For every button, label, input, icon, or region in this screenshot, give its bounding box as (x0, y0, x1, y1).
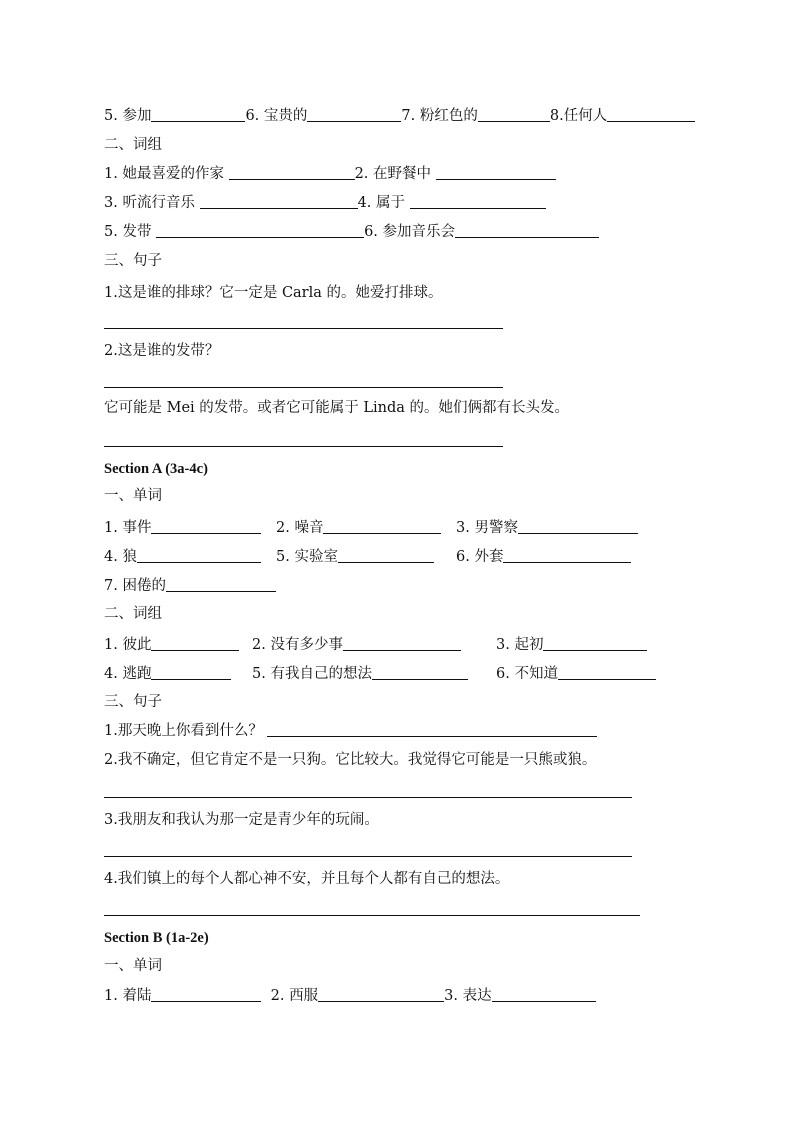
phrase-item-row (252, 662, 468, 683)
answer-blank[interactable] (267, 722, 597, 737)
answer-blank[interactable] (558, 665, 656, 680)
answer-blank[interactable] (543, 636, 647, 651)
vocab-item-row (104, 574, 276, 595)
answer-blank[interactable] (372, 665, 468, 680)
answer-blank[interactable] (503, 548, 631, 563)
answer-blank[interactable] (455, 223, 599, 238)
phrase-item-row (104, 633, 239, 654)
answer-blank[interactable] (151, 665, 231, 680)
answer-blank[interactable] (323, 519, 441, 534)
answer-blank[interactable] (151, 519, 261, 534)
sentence-prompt: 2.我不确定，但它肯定不是一只狗。它比较大。我觉得它可能是一只熊或狼。 (104, 752, 597, 768)
sentence-text: 1.那天晚上你看到什么？ (104, 723, 263, 739)
vocab-item: 6. 外套 (456, 549, 504, 565)
phrase-item: 1. 她最喜爱的作家 (104, 166, 224, 182)
answer-line[interactable] (104, 915, 640, 916)
answer-line[interactable] (104, 328, 503, 329)
answer-line[interactable] (104, 856, 632, 857)
answer-blank[interactable] (478, 107, 550, 122)
vocab-row (104, 986, 596, 1006)
vocab-item: 3. 表达 (444, 988, 492, 1004)
phrase-item: 1. 彼此 (104, 637, 152, 653)
section-heading: 一、单词 (104, 958, 162, 974)
phrase-item: 5. 发带 (104, 224, 152, 240)
answer-blank[interactable] (307, 107, 401, 122)
phrase-item: 2. 没有多少事 (252, 637, 343, 653)
phrase-item: 4. 逃跑 (104, 666, 152, 682)
vocab-item: 7. 困倦的 (104, 578, 166, 594)
answer-blank[interactable] (137, 548, 261, 563)
answer-blank[interactable] (229, 165, 355, 180)
answer-blank[interactable] (151, 636, 239, 651)
section-title: Section B (1a-2e) (104, 930, 209, 946)
phrase-item: 3. 起初 (496, 637, 544, 653)
phrase-row (104, 164, 556, 184)
answer-blank[interactable] (156, 223, 364, 238)
phrase-row (104, 222, 599, 242)
vocab-item-row (276, 516, 441, 537)
sentence-prompt: 1.这是谁的排球？它一定是 Carla 的。她爱打排球。 (104, 285, 443, 301)
vocab-item: 7. 粉红色的 (401, 108, 478, 124)
vocab-item: 2. 西服 (270, 988, 319, 1004)
section-heading: 三、句子 (104, 694, 162, 710)
section-heading: 二、词组 (104, 137, 162, 153)
answer-blank[interactable] (338, 548, 434, 563)
phrase-item: 6. 参加音乐会 (364, 224, 456, 240)
phrase-item: 5. 有我自己的想法 (252, 666, 372, 682)
phrase-item-row (104, 662, 231, 683)
vocab-item: 3. 男警察 (456, 520, 518, 536)
vocab-item-row (104, 545, 261, 566)
phrase-item: 6. 不知道 (496, 666, 558, 682)
phrase-item: 4. 属于 (357, 195, 406, 211)
phrase-row (104, 193, 546, 213)
vocab-item-row (104, 516, 261, 537)
answer-blank[interactable] (492, 987, 596, 1002)
section-heading: 一、单词 (104, 488, 162, 504)
vocab-item: 5. 实验室 (276, 549, 338, 565)
answer-line[interactable] (104, 446, 503, 447)
vocab-row-5-8 (104, 106, 695, 126)
vocab-item: 1. 事件 (104, 520, 152, 536)
vocab-item: 8.任何人 (549, 108, 608, 124)
answer-blank[interactable] (518, 519, 638, 534)
vocab-item-row (456, 545, 631, 566)
section-title: Section A (3a-4c) (104, 461, 208, 477)
sentence-prompt (104, 721, 597, 741)
answer-blank[interactable] (436, 165, 556, 180)
answer-line[interactable] (104, 387, 503, 388)
answer-blank[interactable] (151, 987, 261, 1002)
answer-blank[interactable] (318, 987, 444, 1002)
phrase-item: 2. 在野餐中 (354, 166, 432, 182)
sentence-prompt: 2.这是谁的发带？ (104, 343, 220, 359)
vocab-item: 5. 参加 (104, 108, 152, 124)
phrase-item-row (496, 662, 656, 683)
phrase-item-row (252, 633, 461, 654)
answer-blank[interactable] (607, 107, 695, 122)
vocab-item-row (456, 516, 638, 537)
sentence-prompt: 4.我们镇上的每个人都心神不安，并且每个人都有自己的想法。 (104, 871, 510, 887)
vocab-item: 1. 着陆 (104, 988, 152, 1004)
section-heading: 二、词组 (104, 606, 162, 622)
answer-blank[interactable] (151, 107, 245, 122)
sentence-prompt: 它可能是 Mei 的发带。或者它可能属于 Linda 的。她们俩都有长头发。 (104, 400, 570, 416)
answer-blank[interactable] (410, 194, 546, 209)
answer-line[interactable] (104, 797, 632, 798)
section-heading: 三、句子 (104, 253, 162, 269)
phrase-item: 3. 听流行音乐 (104, 195, 195, 211)
phrase-item-row (496, 633, 647, 654)
vocab-item: 4. 狼 (104, 549, 137, 565)
sentence-prompt: 3.我朋友和我认为那一定是青少年的玩闹。 (104, 812, 379, 828)
vocab-item: 2. 噪音 (276, 520, 324, 536)
vocab-item-row (276, 545, 434, 566)
answer-blank[interactable] (343, 636, 461, 651)
answer-blank[interactable] (166, 577, 276, 592)
vocab-item: 6. 宝贵的 (245, 108, 308, 124)
answer-blank[interactable] (200, 194, 358, 209)
